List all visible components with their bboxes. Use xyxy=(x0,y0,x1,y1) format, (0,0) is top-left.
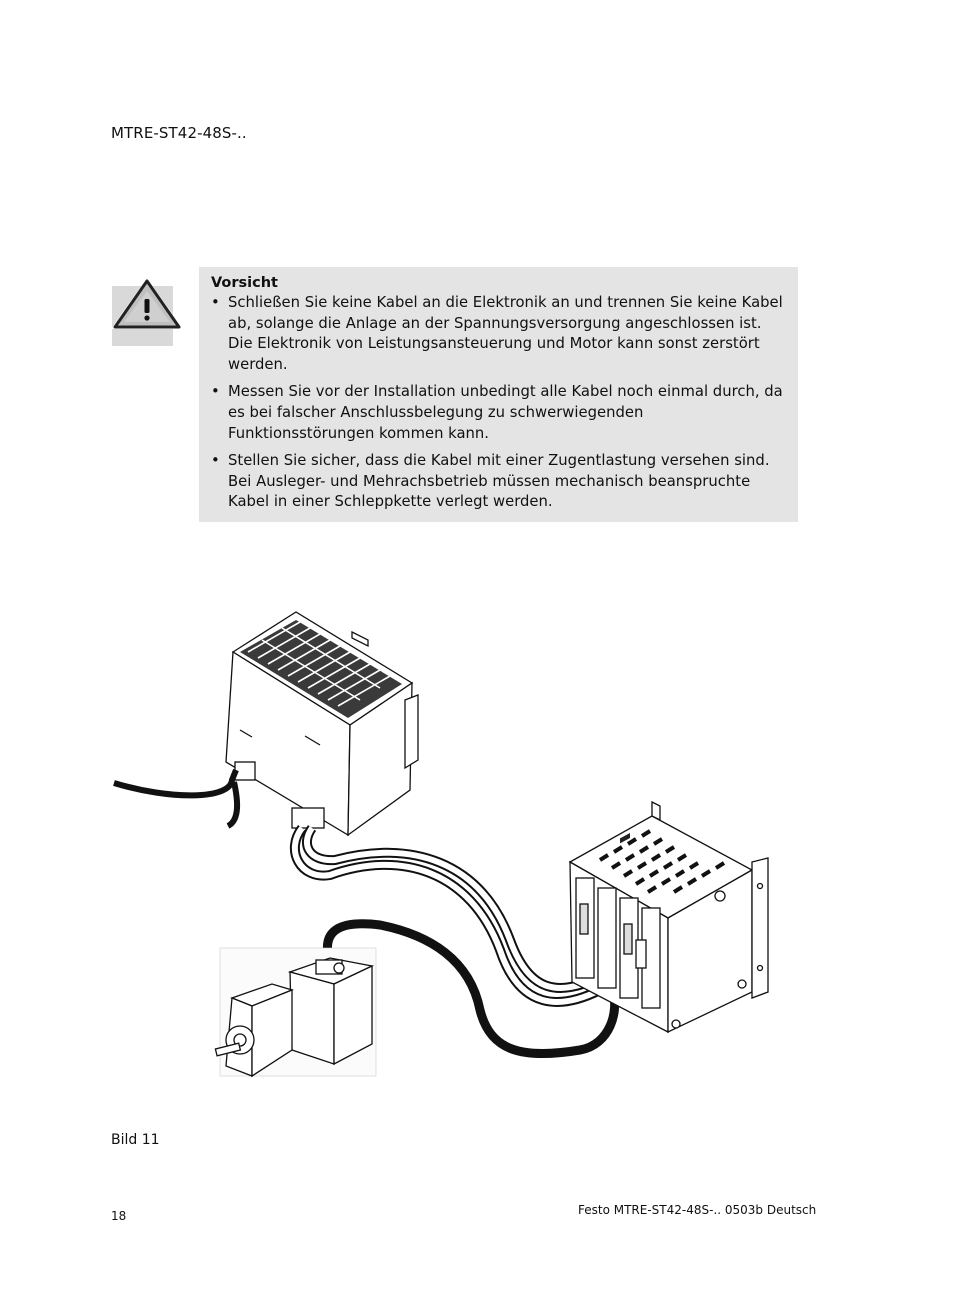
list-item-text: Schließen Sie keine Kabel an die Elektronik an und trennen Sie keine Kabel ab, solange die Anlage an der Spannungsversorgung angeschlossen ist. Die Elektronik von Leistungsansteuerung und Motor kann sonst zerstört werden. xyxy=(228,294,783,373)
list-item xyxy=(211,382,788,444)
stepper-motor-illustration xyxy=(215,948,376,1076)
figure-caption: Bild 11 xyxy=(111,1132,160,1148)
page-header-title: MTRE-ST42-48S-.. xyxy=(111,124,247,142)
bullet: • xyxy=(211,452,220,470)
caution-title: Vorsicht xyxy=(211,275,278,291)
caution-list xyxy=(211,293,788,513)
caution-box xyxy=(199,267,798,522)
list-item-text: Messen Sie vor der Installation unbedingt alle Kabel noch einmal durch, da es bei falscher Anschlussbelegung zu schwerwiegenden Funktionsstörungen kommen kann. xyxy=(228,383,783,442)
list-item xyxy=(211,451,788,513)
bullet: • xyxy=(211,294,220,311)
list-item-text: Stellen Sie sicher, dass die Kabel mit einer Zugentlastung versehen sind. Bei Ausleger- und Mehrachsbetrieb müssen mechanisch beanspruchte Kabel in einer Schleppkette verlegt werden. xyxy=(228,452,770,511)
wiring-figure xyxy=(108,600,778,1085)
input-cable xyxy=(114,770,236,795)
bullet: • xyxy=(211,383,220,401)
power-supply-illustration xyxy=(226,612,418,835)
controller-rack-illustration xyxy=(570,802,768,1032)
warning-triangle-icon xyxy=(112,275,186,347)
footer-doc-info: Festo MTRE-ST42-48S-.. 0503b Deutsch xyxy=(578,1203,817,1217)
list-item xyxy=(211,293,788,375)
page-number: 18 xyxy=(111,1209,127,1223)
